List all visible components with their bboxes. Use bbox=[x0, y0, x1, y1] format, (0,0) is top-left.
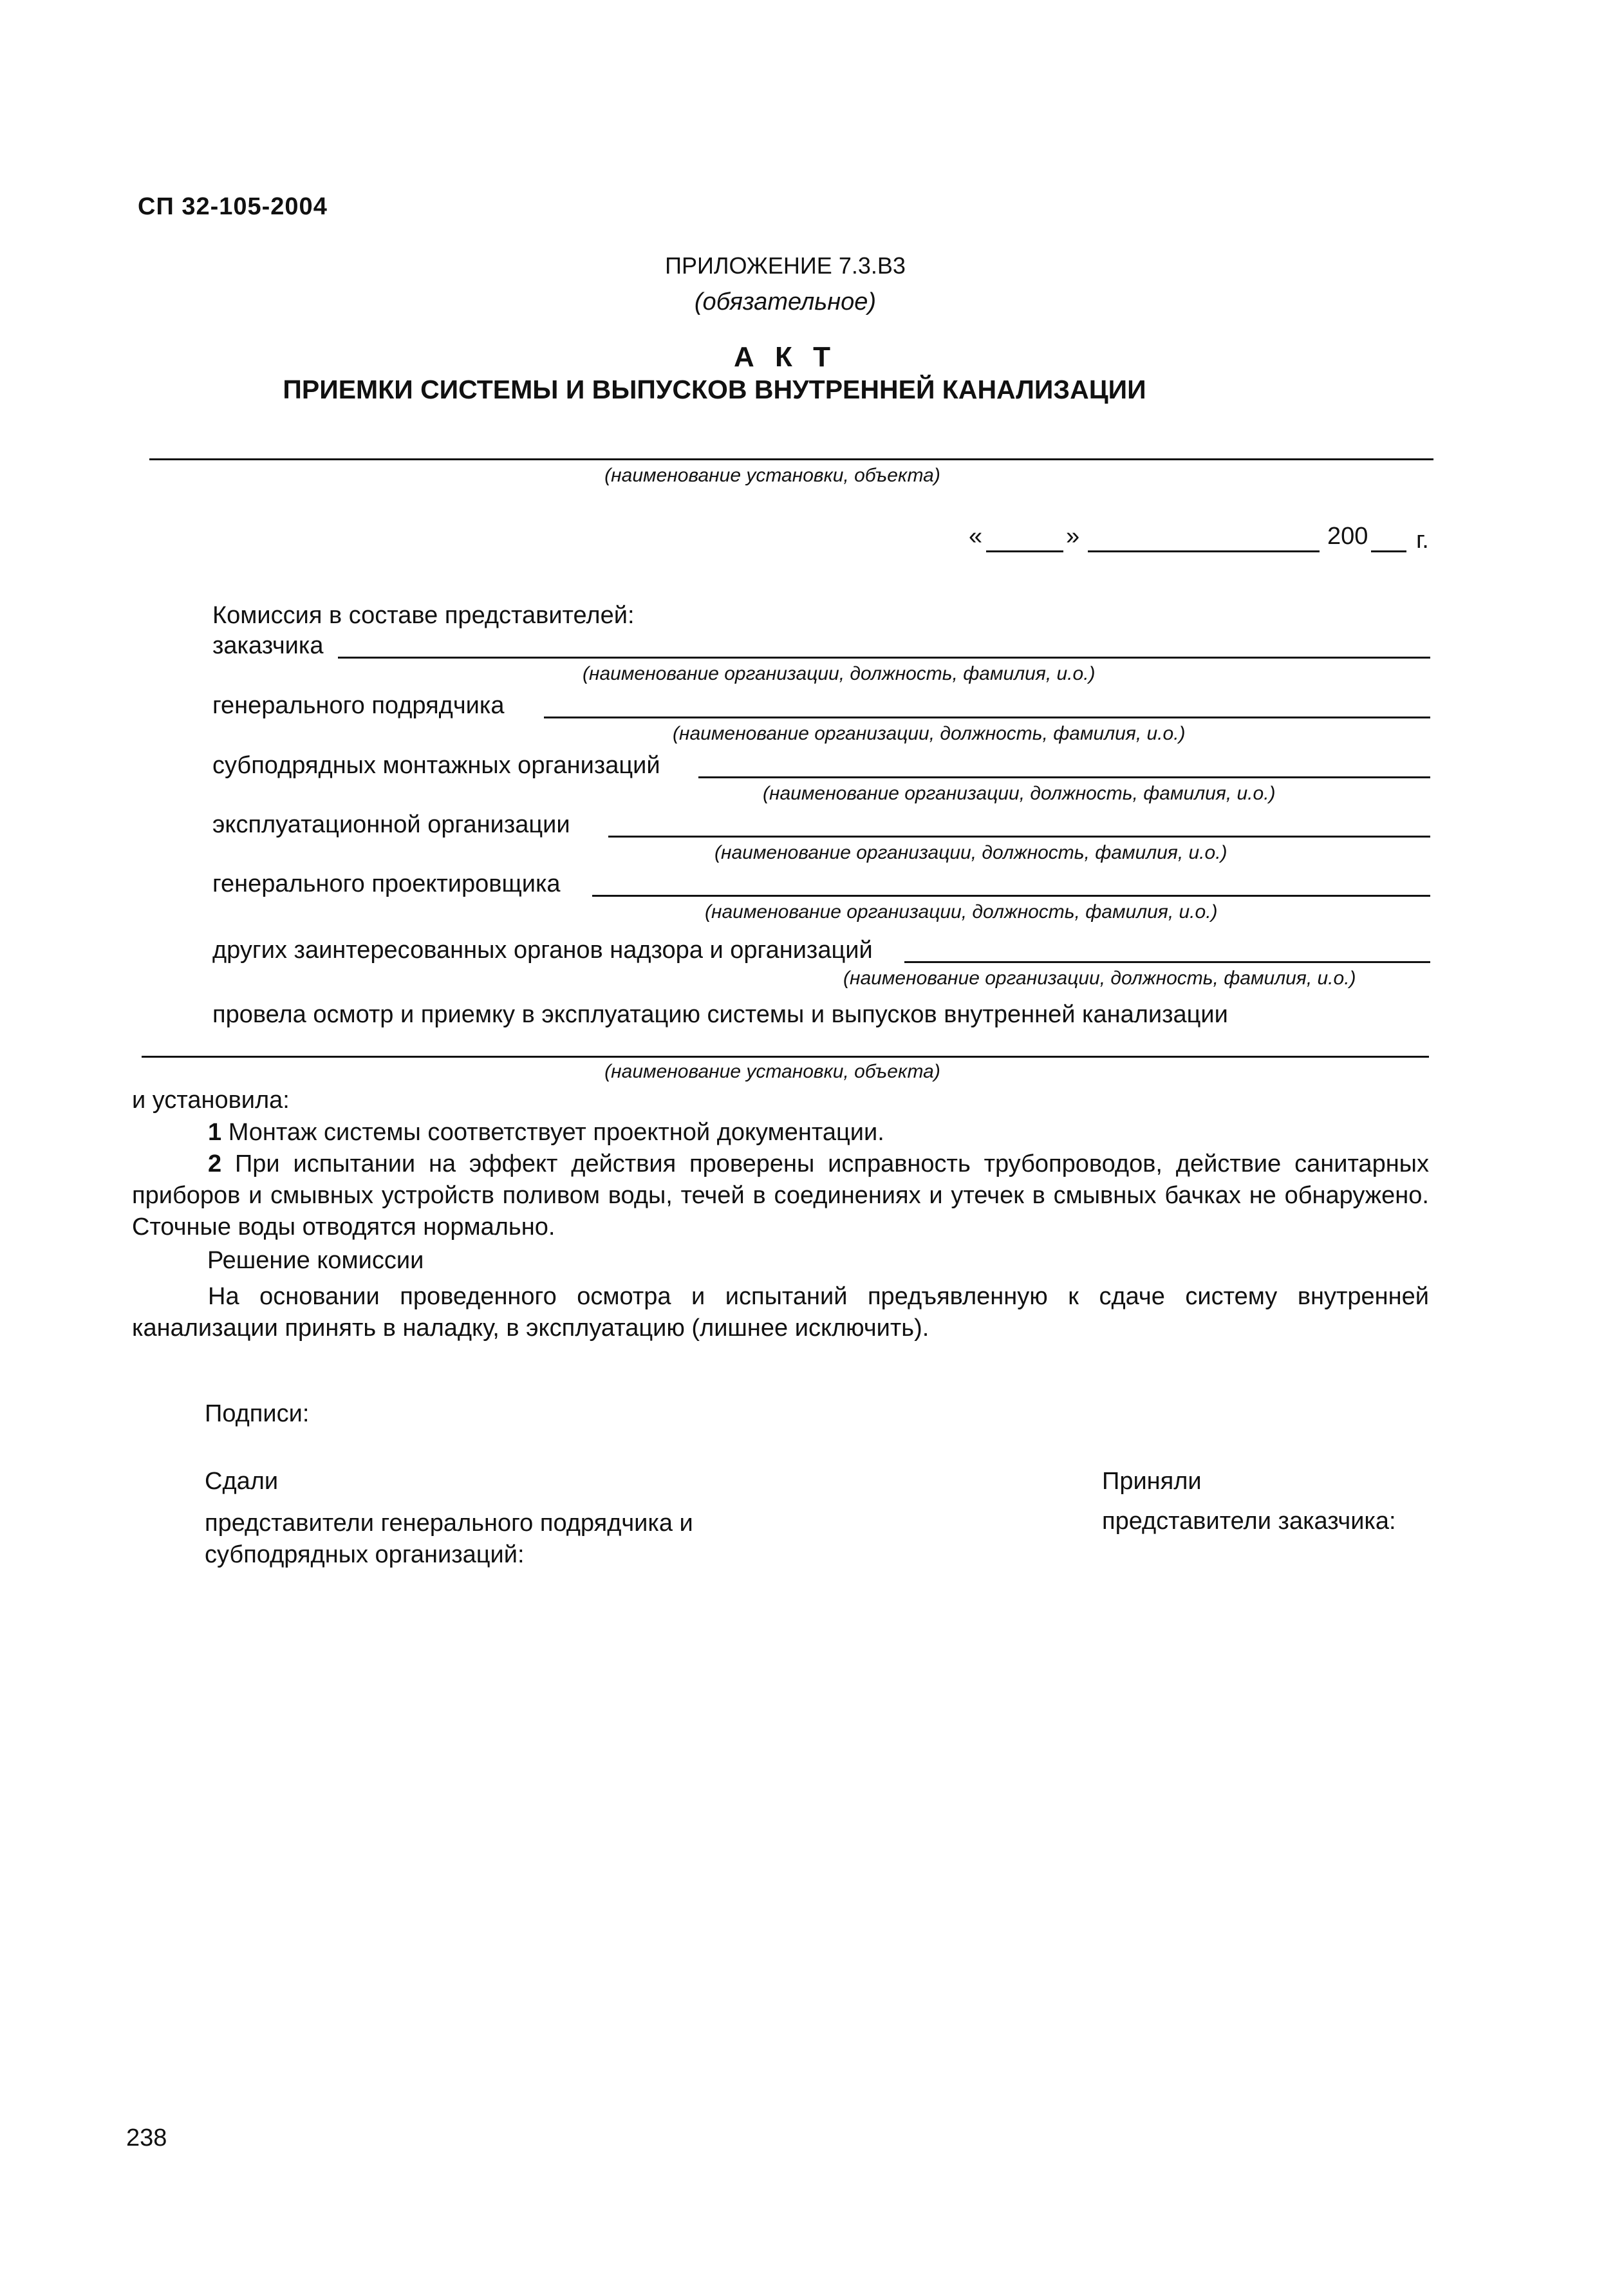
member-general-contractor-line bbox=[544, 717, 1430, 718]
signatures-heading: Подписи: bbox=[205, 1400, 310, 1427]
accepted-text: представители заказчика: bbox=[1102, 1508, 1396, 1535]
finding-1 bbox=[132, 1117, 1429, 1148]
member-supervision-label: других заинтересованных органов надзора и организаций bbox=[212, 937, 873, 964]
member-subcontractors-hint: (наименование организации, должность, фамилия, и.о.) bbox=[763, 783, 1276, 804]
inspection-object-line bbox=[142, 1056, 1429, 1058]
document-subtitle: ПРИЕМКИ СИСТЕМЫ И ВЫПУСКОВ ВНУТРЕННЕЙ КАНАЛИЗАЦИИ bbox=[283, 375, 1146, 404]
object-name-hint: (наименование установки, объекта) bbox=[604, 465, 940, 486]
date-open-quote: « bbox=[969, 523, 983, 550]
commission-intro: Комиссия в составе представителей: bbox=[212, 602, 635, 629]
member-customer-hint: (наименование организации, должность, фамилия, и.о.) bbox=[583, 663, 1096, 684]
appendix-type: (обязательное) bbox=[694, 288, 877, 315]
handed-over-text: представители генерального подрядчика и субподрядных организаций: bbox=[205, 1510, 693, 1568]
date-month-line bbox=[1088, 550, 1320, 552]
object-name-line bbox=[149, 458, 1433, 460]
date-close-quote: » bbox=[1066, 523, 1080, 550]
handed-over-title: Сдали bbox=[205, 1468, 279, 1495]
member-customer-label: заказчика bbox=[212, 632, 324, 659]
date-day-line bbox=[986, 550, 1063, 552]
member-customer-line bbox=[338, 657, 1430, 659]
finding-2 bbox=[132, 1148, 1429, 1243]
document-code: СП 32-105-2004 bbox=[138, 193, 328, 220]
established-label: и установила: bbox=[132, 1087, 290, 1114]
member-operating-org-hint: (наименование организации, должность, фамилия, и.о.) bbox=[714, 842, 1227, 863]
member-subcontractors-label: субподрядных монтажных организаций bbox=[212, 752, 660, 779]
date-year-suffix: г. bbox=[1416, 527, 1429, 554]
finding-2-text: При испытании на эффект действия проверены исправность трубопроводов, действие санитарных приборов и смывных устройств поливом воды, течей в соединениях и утечек в смывных бачках не обнаружено. Сточные воды отводятся нормально. bbox=[132, 1150, 1429, 1241]
member-subcontractors-line bbox=[698, 776, 1430, 778]
date-year-prefix: 200 bbox=[1327, 523, 1368, 550]
member-supervision-line bbox=[904, 961, 1430, 963]
member-general-designer-hint: (наименование организации, должность, фамилия, и.о.) bbox=[705, 901, 1218, 923]
finding-1-text: Монтаж системы соответствует проектной документации. bbox=[228, 1119, 884, 1146]
member-general-designer-label: генерального проектировщика bbox=[212, 870, 561, 897]
inspection-object-hint: (наименование установки, объекта) bbox=[604, 1061, 940, 1082]
member-general-designer-line bbox=[592, 895, 1430, 897]
member-general-contractor-hint: (наименование организации, должность, фамилия, и.о.) bbox=[673, 723, 1186, 744]
date-year-line bbox=[1371, 550, 1406, 552]
member-general-contractor-label: генерального подрядчика bbox=[212, 692, 505, 719]
finding-2-number: 2 bbox=[208, 1150, 222, 1177]
page-number: 238 bbox=[126, 2124, 167, 2151]
accepted-title: Приняли bbox=[1102, 1468, 1202, 1495]
inspection-text: провела осмотр и приемку в эксплуатацию системы и выпусков внутренней канализации bbox=[212, 1001, 1228, 1028]
member-operating-org-label: эксплуатационной организации bbox=[212, 811, 570, 838]
document-title: А К Т bbox=[734, 341, 837, 373]
member-operating-org-line bbox=[608, 836, 1430, 838]
decision-text: На основании проведенного осмотра и испытаний предъявленную к сдаче систему внутренней канализации принять в наладку, в эксплуатацию (лишнее исключить). bbox=[132, 1283, 1429, 1342]
finding-1-number: 1 bbox=[208, 1119, 222, 1146]
appendix-label: ПРИЛОЖЕНИЕ 7.3.В3 bbox=[665, 252, 906, 279]
member-supervision-hint: (наименование организации, должность, фамилия, и.о.) bbox=[843, 968, 1356, 989]
decision-heading: Решение комиссии bbox=[207, 1247, 424, 1274]
